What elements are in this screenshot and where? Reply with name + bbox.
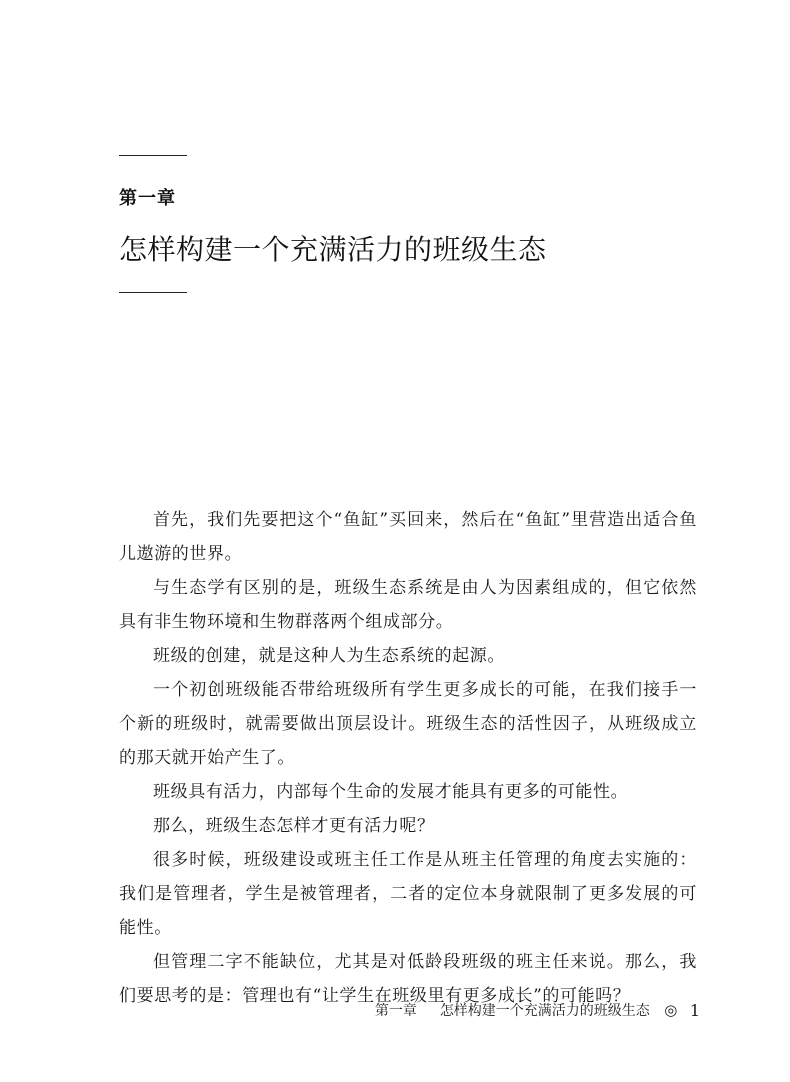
paragraph: 班级的创建，就是这种人为生态系统的起源。 [153, 646, 505, 666]
footer-ornament-icon: ◎ [664, 1001, 678, 1019]
paragraph: 与生态学有区别的是，班级生态系统是由人为因素组成的，但它依然具有非生物环境和生物群落两个组成部分。 [119, 578, 697, 632]
footer-chapter: 第一章 [374, 1003, 417, 1019]
paragraph: 但管理二字不能缺位，尤其是对低龄段班级的班主任来说。那么，我们要思考的是：管理也有“让学生在班级里有更多成长”的可能吗？ [119, 952, 697, 1006]
paragraph: 很多时候，班级建设或班主任工作是从班主任管理的角度去实施的：我们是管理者，学生是被管理者，二者的定位本身就限制了更多发展的可能性。 [119, 850, 697, 938]
paragraph: 班级具有活力，内部每个生命的发展才能具有更多的可能性。 [153, 782, 629, 802]
chapter-label: 第一章 [119, 188, 176, 209]
footer-title: 怎样构建一个充满活力的班级生态 [439, 1003, 650, 1019]
paragraph: 那么，班级生态怎样才更有活力呢？ [153, 816, 435, 836]
body-text [119, 503, 697, 1013]
chapter-top-rule [119, 155, 187, 156]
running-footer [375, 1000, 700, 1020]
chapter-title: 怎样构建一个充满活力的班级生态 [119, 233, 547, 266]
paragraph: 一个初创班级能否带给班级所有学生更多成长的可能，在我们接手一个新的班级时，就需要做出顶层设计。班级生态的活性因子，从班级成立的那天就开始产生了。 [119, 680, 697, 768]
paragraph: 首先，我们先要把这个“鱼缸”买回来，然后在“鱼缸”里营造出适合鱼儿遨游的世界。 [119, 510, 697, 564]
chapter-bottom-rule [119, 292, 187, 293]
page-number: 1 [689, 1000, 700, 1020]
